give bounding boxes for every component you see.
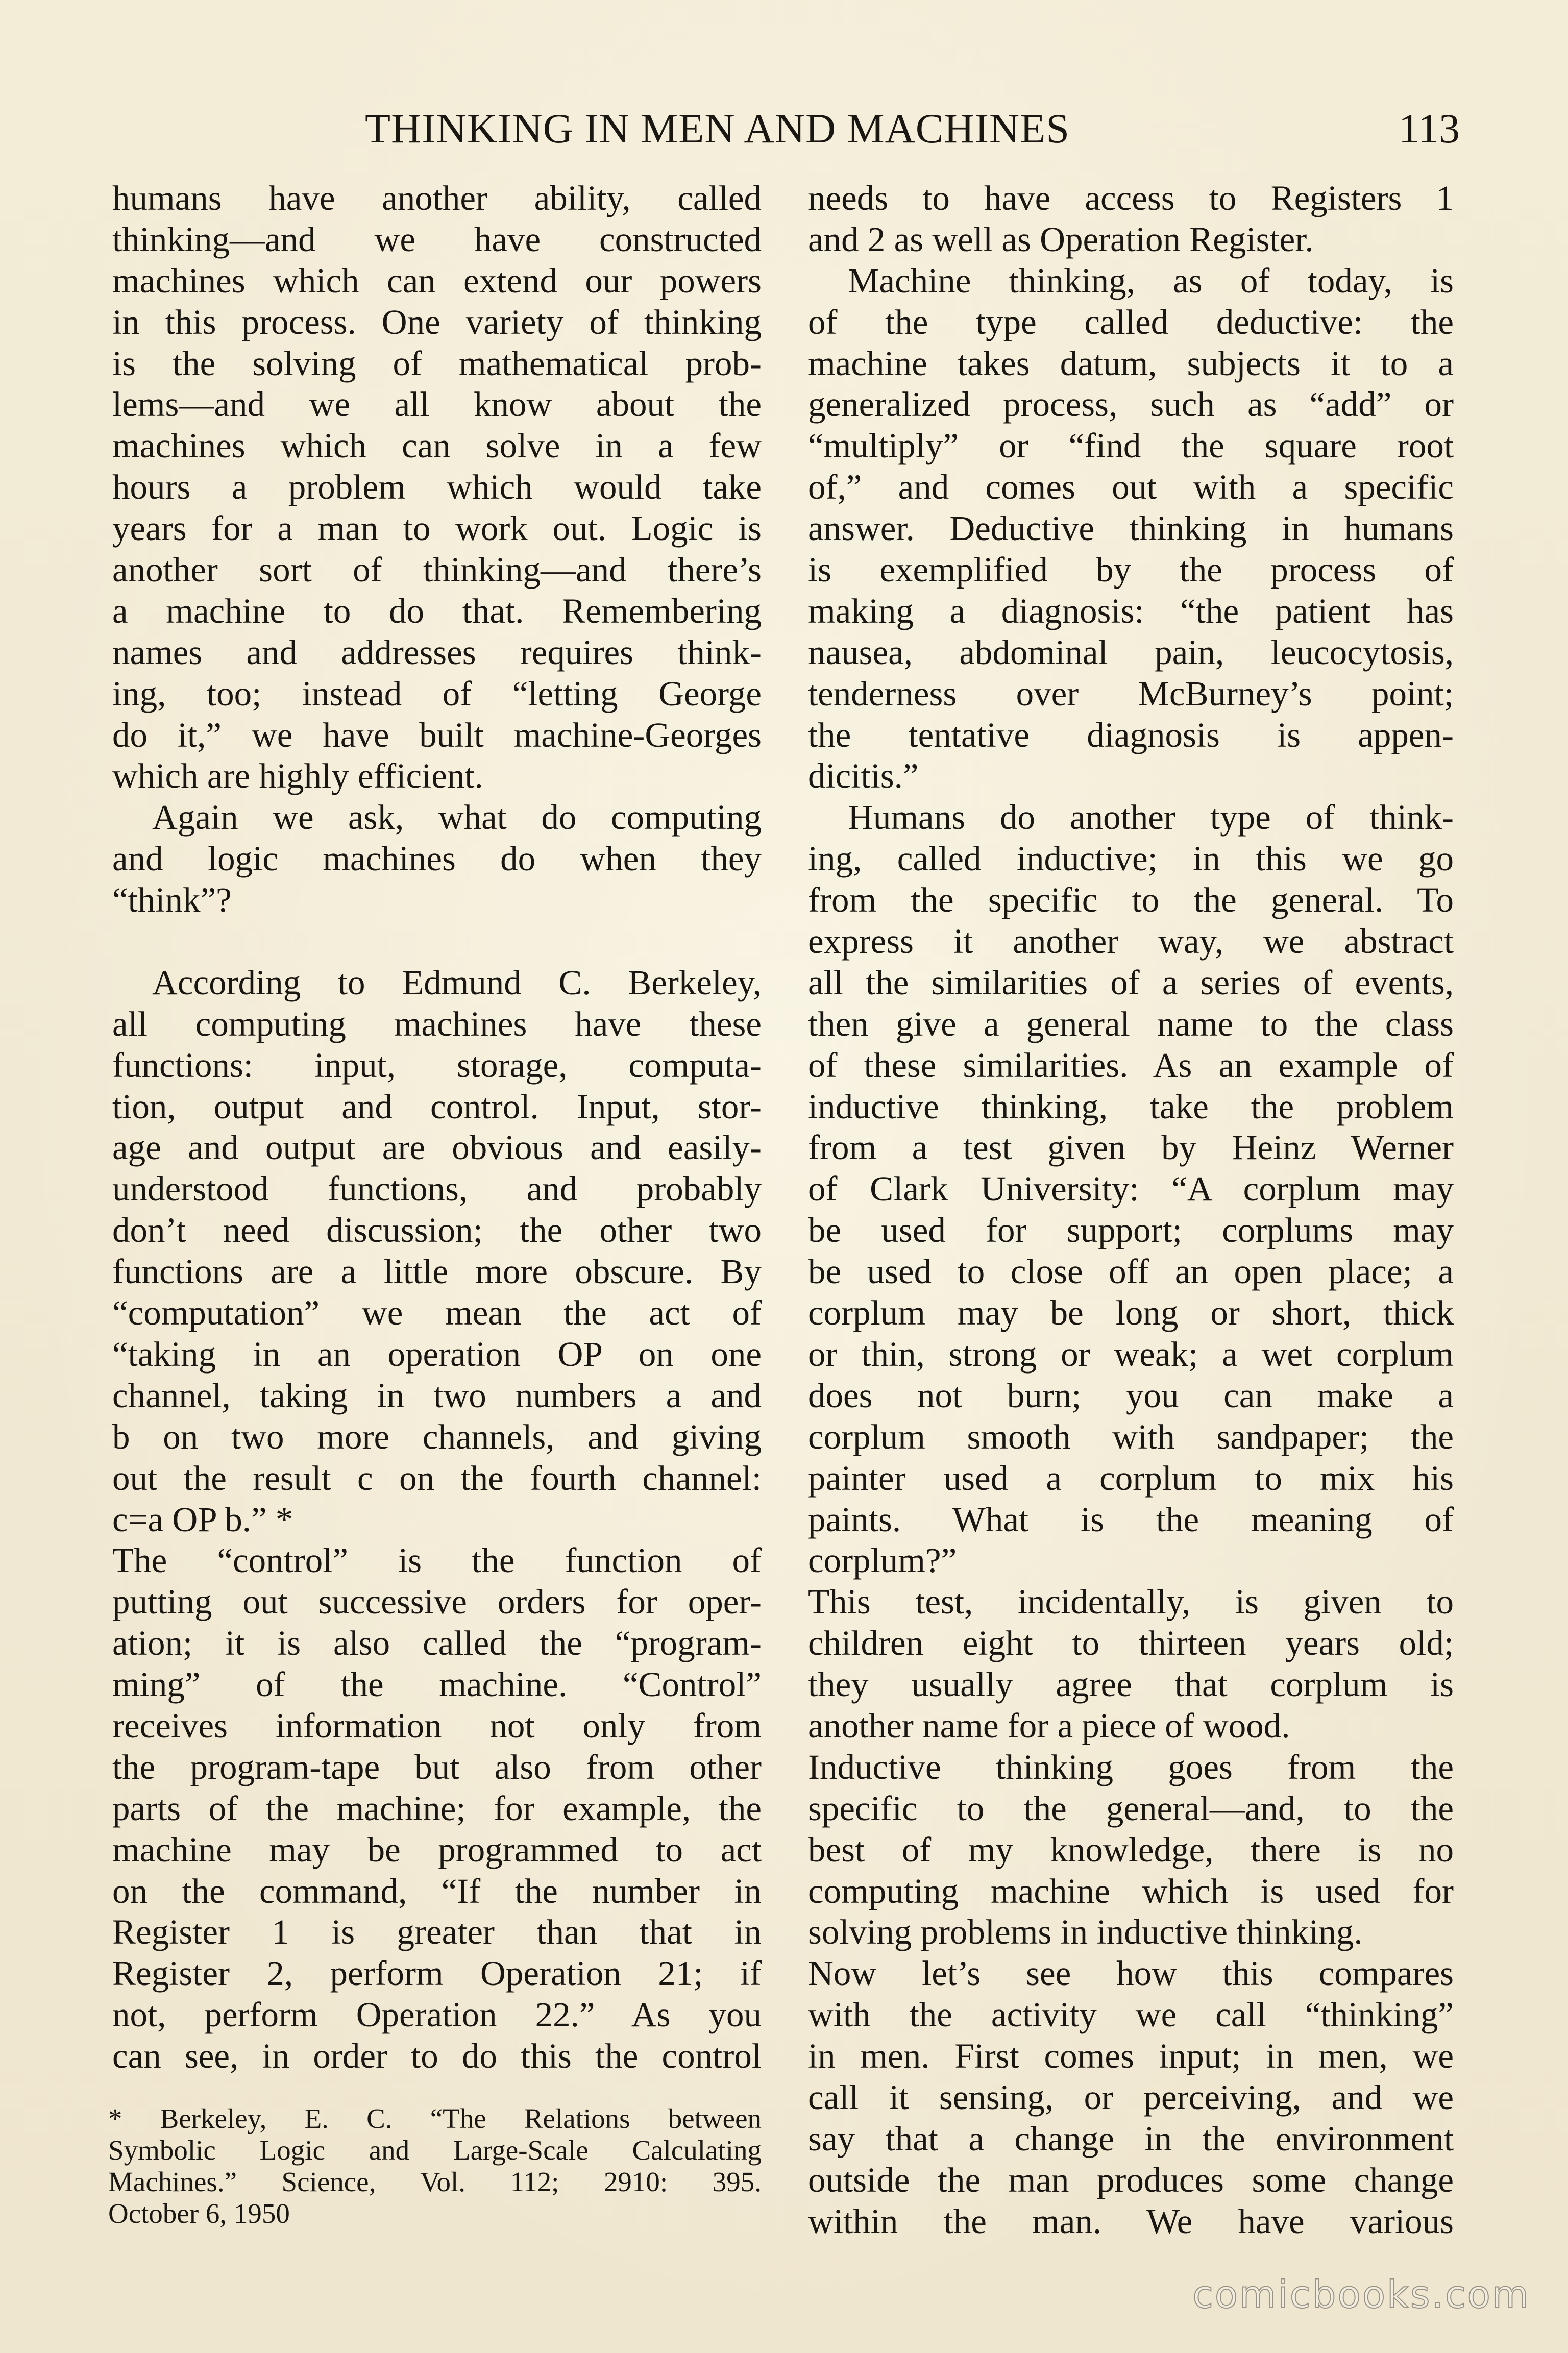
text-line: Register 1 is greater than that in [112, 1913, 762, 1952]
section-gap [112, 921, 762, 962]
text-line: computing machine which is used for [808, 1871, 1454, 1910]
text-line: with the activity we call “thinking” [808, 1995, 1454, 2035]
text-line: machines which can solve in a few [112, 426, 762, 465]
text-line: another name for a piece of wood. [808, 1706, 1290, 1745]
text-line: another sort of thinking—and there’s [112, 550, 762, 590]
text-line: call it sensing, or perceiving, and we [808, 2077, 1454, 2117]
text-line: machine may be programmed to act [112, 1830, 762, 1869]
footnote-line: Machines.” Science, Vol. 112; 2910: 395. [108, 2166, 762, 2197]
text-line: Again we ask, what do computing [152, 798, 762, 837]
text-line: all the similarities of a series of events, [808, 963, 1454, 1002]
footnote-line: Symbolic Logic and Large-Scale Calculating [108, 2135, 762, 2166]
text-line: functions are a little more obscure. By [112, 1252, 762, 1291]
text-line: they usually agree that corplum is [808, 1665, 1454, 1704]
text-line: can see, in order to do this the control [112, 2037, 762, 2076]
text-line: don’t need discussion; the other two [112, 1211, 762, 1250]
text-line: paints. What is the meaning of [808, 1500, 1454, 1539]
text-line: hours a problem which would take [112, 468, 762, 507]
text-line: nausea, abdominal pain, leucocytosis, [808, 632, 1454, 672]
text-line: ming” of the machine. “Control” [112, 1665, 762, 1704]
text-line: and logic machines do when they [112, 839, 762, 878]
text-line: do it,” we have built machine-Georges [112, 715, 762, 754]
text-line: tenderness over McBurney’s point; [808, 674, 1454, 713]
text-line: humans have another ability, called [112, 179, 762, 217]
running-title: THINKING IN MEN AND MACHINES [365, 105, 1070, 152]
text-line: within the man. We have various [808, 2201, 1454, 2241]
text-line: corplum?” [808, 1541, 957, 1580]
text-line: is exemplified by the process of [808, 550, 1454, 590]
text-line: age and output are obvious and easily- [112, 1128, 762, 1167]
text-line: b on two more channels, and giving [112, 1417, 762, 1456]
text-line: “multiply” or “find the square root [808, 426, 1454, 465]
page-number: 113 [1399, 105, 1460, 152]
text-line: not, perform Operation 22.” As you [112, 1995, 762, 2035]
text-line: of these similarities. As an example of [808, 1045, 1454, 1085]
text-line: on the command, “If the number in [112, 1871, 762, 1910]
text-line: generalized process, such as “add” or [808, 385, 1454, 424]
text-line: Inductive thinking goes from the [808, 1747, 1454, 1786]
text-line: of Clark University: “A corplum may [808, 1169, 1454, 1209]
text-line: say that a change in the environment [808, 2119, 1454, 2158]
text-line: solving problems in inductive thinking. [808, 1913, 1363, 1952]
text-line: the tentative diagnosis is appen- [808, 715, 1454, 754]
text-line: painter used a corplum to mix his [808, 1458, 1454, 1498]
text-line: answer. Deductive thinking in humans [808, 509, 1454, 548]
text-line: functions: input, storage, computa- [112, 1045, 762, 1085]
text-line: Humans do another type of think- [848, 798, 1454, 837]
text-line: does not burn; you can make a [808, 1376, 1454, 1415]
footnote-line: October 6, 1950 [108, 2198, 290, 2229]
text-line: dicitis.” [808, 756, 919, 796]
text-line: a machine to do that. Remembering [112, 591, 762, 630]
text-line: children eight to thirteen years old; [808, 1624, 1454, 1663]
text-line: of the type called deductive: the [808, 302, 1454, 341]
text-line: receives information not only from [112, 1706, 762, 1745]
text-line: corplum smooth with sandpaper; the [808, 1417, 1454, 1456]
text-line: Machine thinking, as of today, is [848, 261, 1454, 300]
text-line: putting out successive orders for oper- [112, 1582, 762, 1622]
text-line: ing, called inductive; in this we go [808, 839, 1454, 878]
text-line: ing, too; instead of “letting George [112, 674, 762, 713]
text-line: ation; it is also called the “program- [112, 1624, 762, 1663]
text-line: or thin, strong or weak; a wet corplum [808, 1334, 1454, 1374]
text-line: outside the man produces some change [808, 2160, 1454, 2199]
text-line: specific to the general—and, to the [808, 1788, 1454, 1828]
text-line: out the result c on the fourth channel: [112, 1458, 762, 1498]
text-line: best of my knowledge, there is no [808, 1830, 1454, 1869]
text-line: machine takes datum, subjects it to a [808, 344, 1454, 383]
text-line: needs to have access to Registers 1 [808, 179, 1454, 217]
text-line: According to Edmund C. Berkeley, [152, 963, 762, 1002]
text-line: machines which can extend our powers [112, 261, 762, 300]
text-line: Register 2, perform Operation 21; if [112, 1954, 762, 1993]
text-line: Now let’s see how this compares [808, 1954, 1454, 1993]
running-head [112, 105, 1460, 161]
text-line: all computing machines have these [112, 1004, 762, 1043]
text-line: c=a OP b.” * [112, 1500, 293, 1539]
text-line: and 2 as well as Operation Register. [808, 219, 1314, 259]
text-line: lems—and we all know about the [112, 385, 762, 424]
left-column [112, 178, 762, 2077]
text-line: then give a general name to the class [808, 1004, 1454, 1043]
text-line: parts of the machine; for example, the [112, 1788, 762, 1828]
text-line: from the specific to the general. To [808, 880, 1454, 920]
text-line: from a test given by Heinz Werner [808, 1128, 1454, 1167]
text-line: inductive thinking, take the problem [808, 1087, 1454, 1126]
footnote-line: * Berkeley, E. C. “The Relations between [108, 2103, 762, 2134]
text-line: in this process. One variety of thinking [112, 302, 762, 341]
text-line: channel, taking in two numbers a and [112, 1376, 762, 1415]
text-line: “computation” we mean the act of [112, 1293, 762, 1333]
footnote [108, 2103, 762, 2229]
text-line: corplum may be long or short, thick [808, 1293, 1454, 1333]
text-line: names and addresses requires think- [112, 632, 762, 672]
text-line: years for a man to work out. Logic is [112, 509, 762, 548]
site-watermark: comicbooks.com [1192, 2273, 1530, 2317]
text-line: is the solving of mathematical prob- [112, 344, 762, 383]
text-line: in men. First comes input; in men, we [808, 2037, 1454, 2076]
text-line: of,” and comes out with a specific [808, 468, 1454, 507]
text-line: “think”? [112, 880, 232, 920]
text-line: “taking in an operation OP on one [112, 1334, 762, 1374]
text-line: the program-tape but also from other [112, 1747, 762, 1786]
text-line: which are highly efficient. [112, 756, 483, 796]
text-line: tion, output and control. Input, stor- [112, 1087, 762, 1126]
text-line: The “control” is the function of [112, 1541, 762, 1580]
text-line: thinking—and we have constructed [112, 219, 762, 259]
right-column [808, 178, 1454, 2242]
text-line: be used for support; corplums may [808, 1211, 1454, 1250]
text-line: understood functions, and probably [112, 1169, 762, 1209]
text-line: making a diagnosis: “the patient has [808, 591, 1454, 630]
text-line: express it another way, we abstract [808, 922, 1454, 961]
text-line: This test, incidentally, is given to [808, 1582, 1454, 1622]
text-line: be used to close off an open place; a [808, 1252, 1454, 1291]
